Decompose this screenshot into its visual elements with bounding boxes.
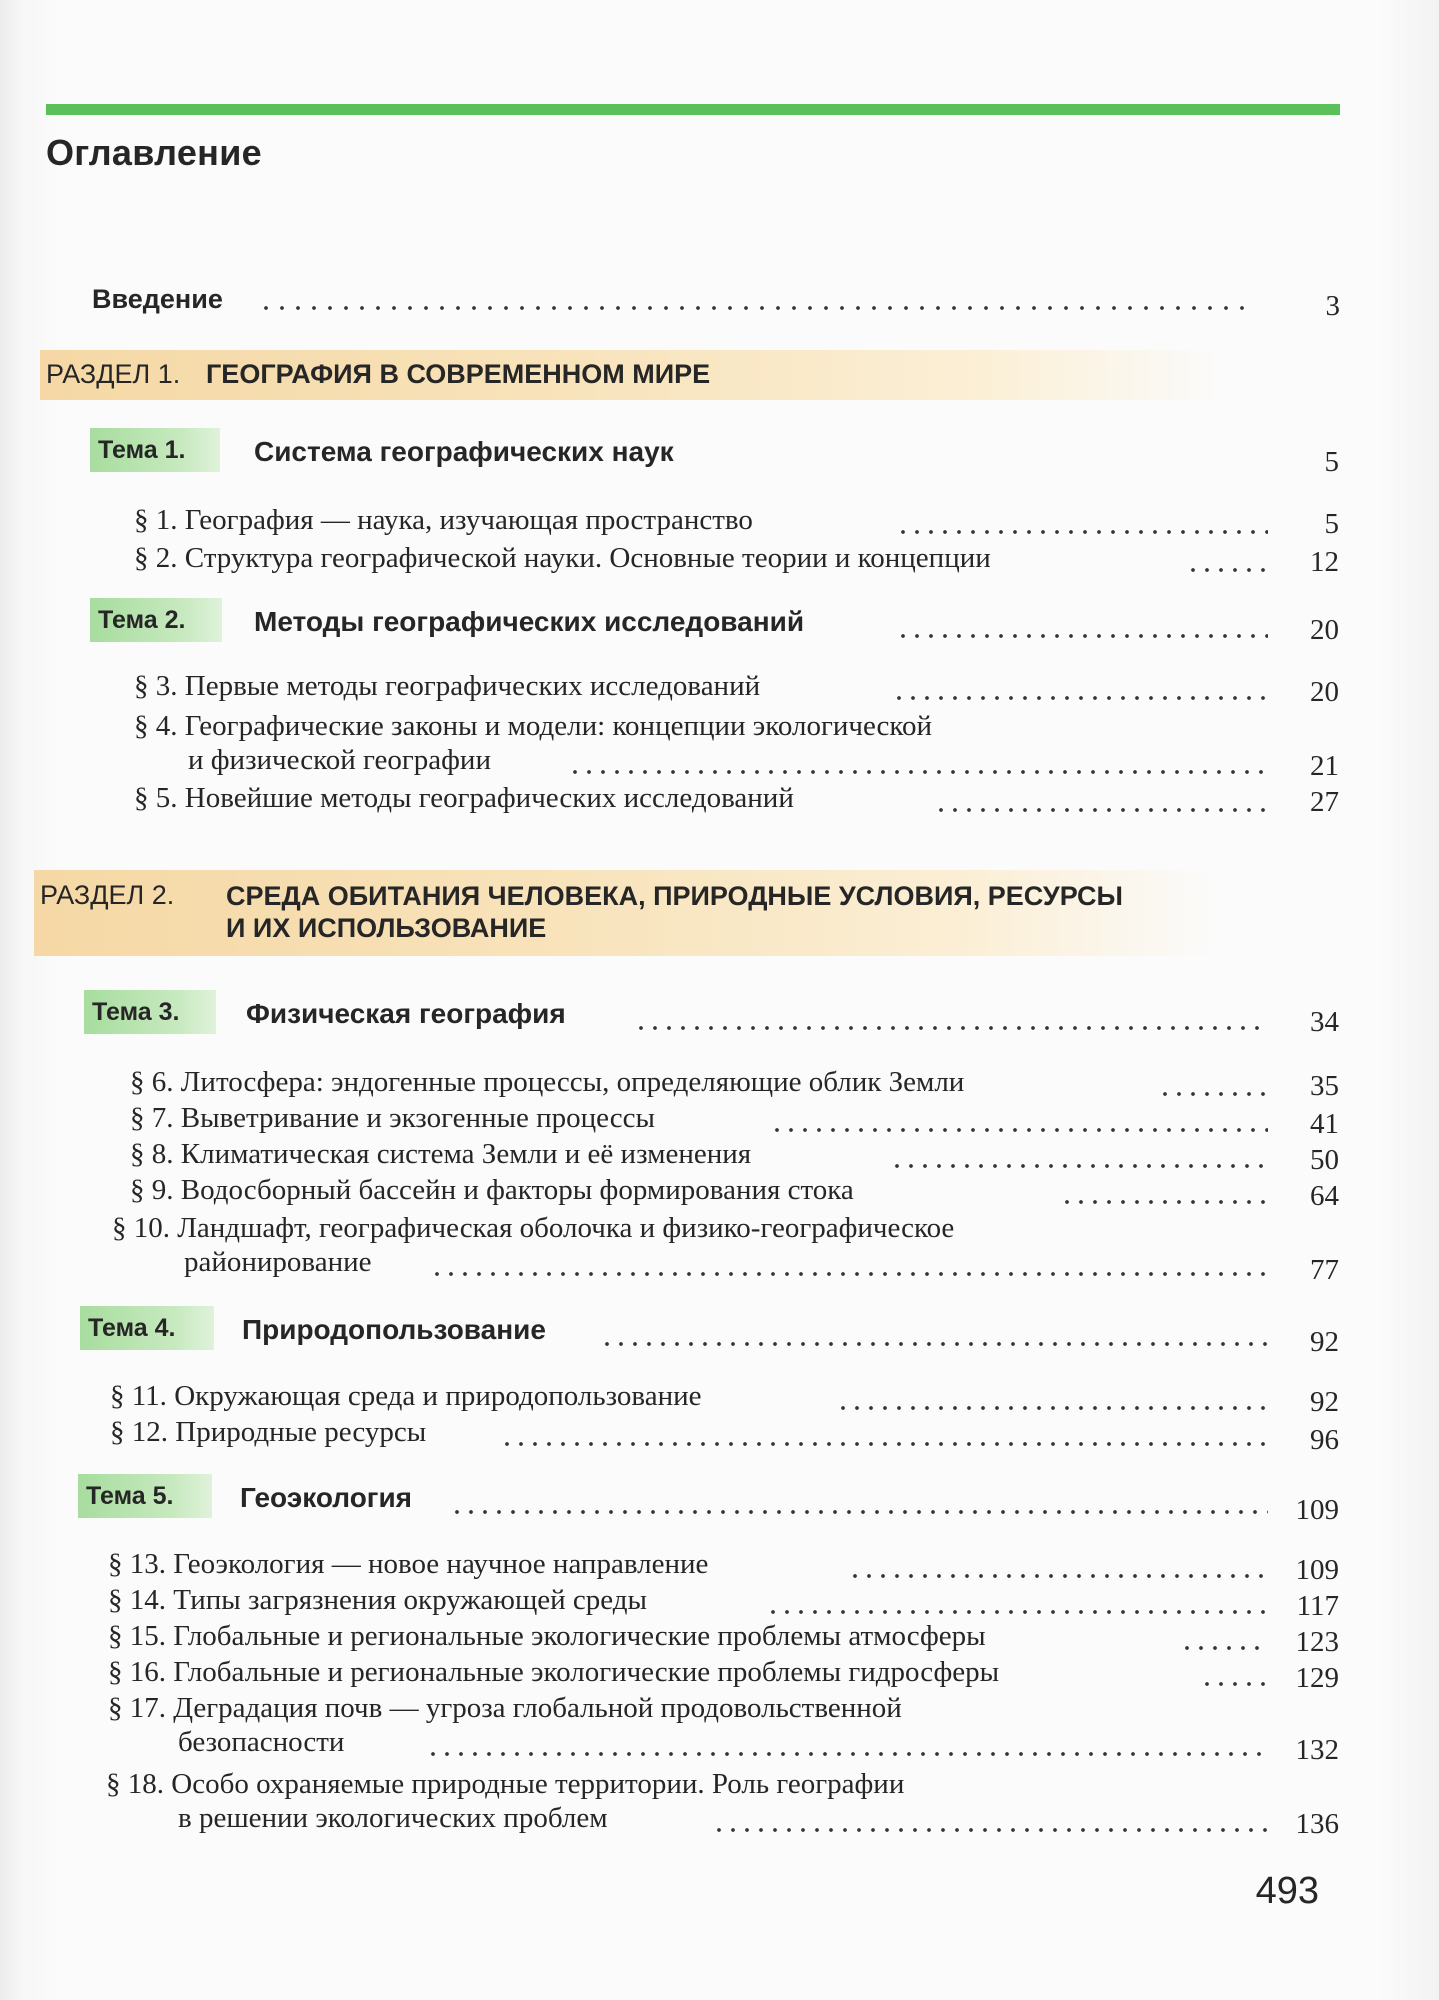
section-title: ГЕОГРАФИЯ В СОВРЕМЕННОМ МИРЕ xyxy=(206,359,711,389)
leader-dots xyxy=(712,1828,1268,1832)
paragraph-entry-2[interactable] xyxy=(134,542,991,575)
header-accent-bar xyxy=(46,104,1340,115)
paragraph-number: § 3. xyxy=(134,670,178,702)
section-title-line2: И ИХ ИСПОЛЬЗОВАНИЕ xyxy=(226,913,547,943)
paragraph-title: Литосфера: эндогенные процессы, определяющие облик Земли xyxy=(180,1066,965,1098)
leader-dots xyxy=(568,770,1268,774)
leader-dots xyxy=(1060,1200,1268,1204)
paragraph-entry-18-line2: в решении экологических проблем xyxy=(178,1802,608,1834)
topic-4-title[interactable]: Природопользование xyxy=(242,1314,546,1345)
paragraph-title: Типы загрязнения окружающей среды xyxy=(173,1584,648,1616)
paragraph-page: 109 xyxy=(1295,1554,1339,1586)
paragraph-page: 50 xyxy=(1310,1144,1339,1176)
paragraph-entry-3[interactable] xyxy=(134,670,760,703)
paragraph-entry-17[interactable] xyxy=(108,1692,902,1725)
paragraph-page: 21 xyxy=(1310,750,1339,782)
leader-dots xyxy=(766,1610,1268,1614)
paragraph-title: География — наука, изучающая пространство xyxy=(184,504,753,536)
leader-dots xyxy=(500,1442,1268,1446)
topic-4-page: 92 xyxy=(1310,1326,1339,1358)
leader-dots xyxy=(430,1272,1268,1276)
paragraph-page: 96 xyxy=(1310,1424,1339,1456)
section-title-line1: СРЕДА ОБИТАНИЯ ЧЕЛОВЕКА, ПРИРОДНЫЕ УСЛОВИЯ, РЕСУРСЫ xyxy=(226,881,1123,911)
paragraph-page: 35 xyxy=(1310,1070,1339,1102)
toc-intro-entry[interactable] xyxy=(92,284,1340,324)
paragraph-page: 12 xyxy=(1310,546,1339,578)
paragraph-number: § 17. xyxy=(108,1692,166,1724)
paragraph-entry-11[interactable] xyxy=(110,1380,702,1413)
paragraph-entry-10-line2: районирование xyxy=(184,1246,372,1278)
leader-dots xyxy=(892,696,1268,700)
paragraph-number: § 2. xyxy=(134,542,178,574)
page-number: 493 xyxy=(1255,1870,1319,1912)
paragraph-entry-8[interactable] xyxy=(130,1138,751,1171)
topic-5-badge: Тема 5. xyxy=(78,1474,212,1518)
paragraph-title: Ландшафт, географическая оболочка и физико-географическое xyxy=(177,1212,955,1244)
paragraph-page: 20 xyxy=(1310,676,1339,708)
topic-2-title[interactable]: Методы географических исследований xyxy=(254,606,805,637)
paragraph-page: 5 xyxy=(1324,508,1339,540)
leader-dots xyxy=(1180,1646,1268,1650)
leader-dots xyxy=(600,1342,1268,1346)
paragraph-page: 132 xyxy=(1295,1734,1339,1766)
paragraph-number: § 7. xyxy=(130,1102,174,1134)
paragraph-number: § 18. xyxy=(106,1768,164,1800)
topic-1-title[interactable]: Система географических наук xyxy=(254,436,674,467)
paragraph-entry-9[interactable] xyxy=(130,1174,854,1207)
paragraph-number: § 1. xyxy=(134,504,178,536)
paragraph-number: § 12. xyxy=(110,1416,168,1448)
paragraph-title: Глобальные и региональные экологические проблемы гидросферы xyxy=(173,1656,1000,1688)
paragraph-number: § 4. xyxy=(134,710,178,742)
leader-dots xyxy=(848,1574,1268,1578)
paragraph-number: § 16. xyxy=(108,1656,166,1688)
topic-3-badge: Тема 3. xyxy=(84,990,216,1034)
paragraph-title: Особо охраняемые природные территории. Роль географии xyxy=(171,1768,905,1800)
paragraph-title: Окружающая среда и природопользование xyxy=(174,1380,702,1412)
leader-dots xyxy=(934,808,1268,812)
paragraph-entry-15[interactable] xyxy=(108,1620,986,1653)
paragraph-page: 41 xyxy=(1310,1108,1339,1140)
topic-1-page: 5 xyxy=(1324,446,1339,478)
leader-dots xyxy=(1158,1092,1268,1096)
paragraph-title: Геоэкология — новое научное направление xyxy=(173,1548,709,1580)
paragraph-page: 77 xyxy=(1310,1254,1339,1286)
leader-dots xyxy=(890,1164,1268,1168)
paragraph-entry-7[interactable] xyxy=(130,1102,655,1135)
leader-dots xyxy=(1186,568,1268,572)
paragraph-entry-14[interactable] xyxy=(108,1584,647,1617)
section-2-band[interactable] xyxy=(34,870,1214,956)
paragraph-page: 136 xyxy=(1295,1808,1339,1840)
paragraph-number: § 14. xyxy=(108,1584,166,1616)
paragraph-title: Первые методы географических исследований xyxy=(184,670,761,702)
leader-dots xyxy=(450,1510,1268,1514)
paragraph-entry-4-line2: и физической географии xyxy=(188,744,491,776)
paragraph-page: 27 xyxy=(1310,786,1339,818)
paragraph-number: § 9. xyxy=(130,1174,174,1206)
paragraph-title: Природные ресурсы xyxy=(175,1416,427,1448)
paragraph-page: 117 xyxy=(1296,1590,1339,1622)
paragraph-title: Выветривание и экзогенные процессы xyxy=(180,1102,655,1134)
paragraph-number: § 5. xyxy=(134,782,178,814)
leader-dots xyxy=(426,1752,1268,1756)
leader-dots xyxy=(896,530,1268,534)
topic-2-page: 20 xyxy=(1310,614,1339,646)
paragraph-page: 92 xyxy=(1310,1386,1339,1418)
paragraph-title: Водосборный бассейн и факторы формирования стока xyxy=(180,1174,854,1206)
paragraph-entry-4[interactable] xyxy=(134,710,932,743)
leader-dots xyxy=(836,1406,1268,1410)
topic-4-badge: Тема 4. xyxy=(80,1306,214,1350)
paragraph-entry-17-line2: безопасности xyxy=(178,1726,345,1758)
paragraph-number: § 15. xyxy=(108,1620,166,1652)
paragraph-title: Климатическая система Земли и её изменения xyxy=(180,1138,752,1170)
paragraph-title: Деградация почв — угроза глобальной продовольственной xyxy=(173,1692,902,1724)
paragraph-title: Географические законы и модели: концепции экологической xyxy=(184,710,933,742)
paragraph-title: Структура географической науки. Основные теории и концепции xyxy=(184,542,991,574)
intro-page-number: 3 xyxy=(1325,290,1340,322)
leader-dots xyxy=(896,634,1268,638)
paragraph-entry-1[interactable] xyxy=(134,504,753,537)
paragraph-number: § 6. xyxy=(130,1066,174,1098)
paragraph-entry-13[interactable] xyxy=(108,1548,708,1581)
paragraph-page: 123 xyxy=(1295,1626,1339,1658)
topic-3-page: 34 xyxy=(1310,1006,1339,1038)
section-1-band[interactable] xyxy=(40,350,1220,400)
paragraph-number: § 13. xyxy=(108,1548,166,1580)
paragraph-entry-5[interactable] xyxy=(134,782,794,815)
topic-2-badge: Тема 2. xyxy=(90,598,222,642)
paragraph-number: § 10. xyxy=(112,1212,170,1244)
paragraph-entry-18[interactable] xyxy=(106,1768,904,1801)
leader-dots xyxy=(634,1026,1268,1030)
section-label: РАЗДЕЛ 1. xyxy=(46,359,181,389)
leader-dots xyxy=(1200,1682,1268,1686)
paragraph-entry-12[interactable] xyxy=(110,1416,426,1449)
leader-dots xyxy=(258,306,1250,310)
section-label: РАЗДЕЛ 2. xyxy=(40,880,175,910)
paragraph-page: 129 xyxy=(1295,1662,1339,1694)
paragraph-entry-16[interactable] xyxy=(108,1656,999,1689)
topic-5-page: 109 xyxy=(1295,1494,1339,1526)
paragraph-title: Новейшие методы географических исследований xyxy=(184,782,794,814)
leader-dots xyxy=(770,1128,1268,1132)
topic-3-title[interactable]: Физическая география xyxy=(246,998,566,1029)
paragraph-number: § 11. xyxy=(110,1380,167,1412)
paragraph-page: 64 xyxy=(1310,1180,1339,1212)
paragraph-entry-10[interactable] xyxy=(112,1212,954,1245)
paragraph-title: Глобальные и региональные экологические проблемы атмосферы xyxy=(173,1620,986,1652)
page-title: Оглавление xyxy=(46,132,262,173)
topic-1-badge: Тема 1. xyxy=(90,428,220,472)
paragraph-number: § 8. xyxy=(130,1138,174,1170)
topic-5-title[interactable]: Геоэкология xyxy=(240,1482,413,1513)
paragraph-entry-6[interactable] xyxy=(130,1066,964,1099)
intro-label: Введение xyxy=(92,284,223,314)
